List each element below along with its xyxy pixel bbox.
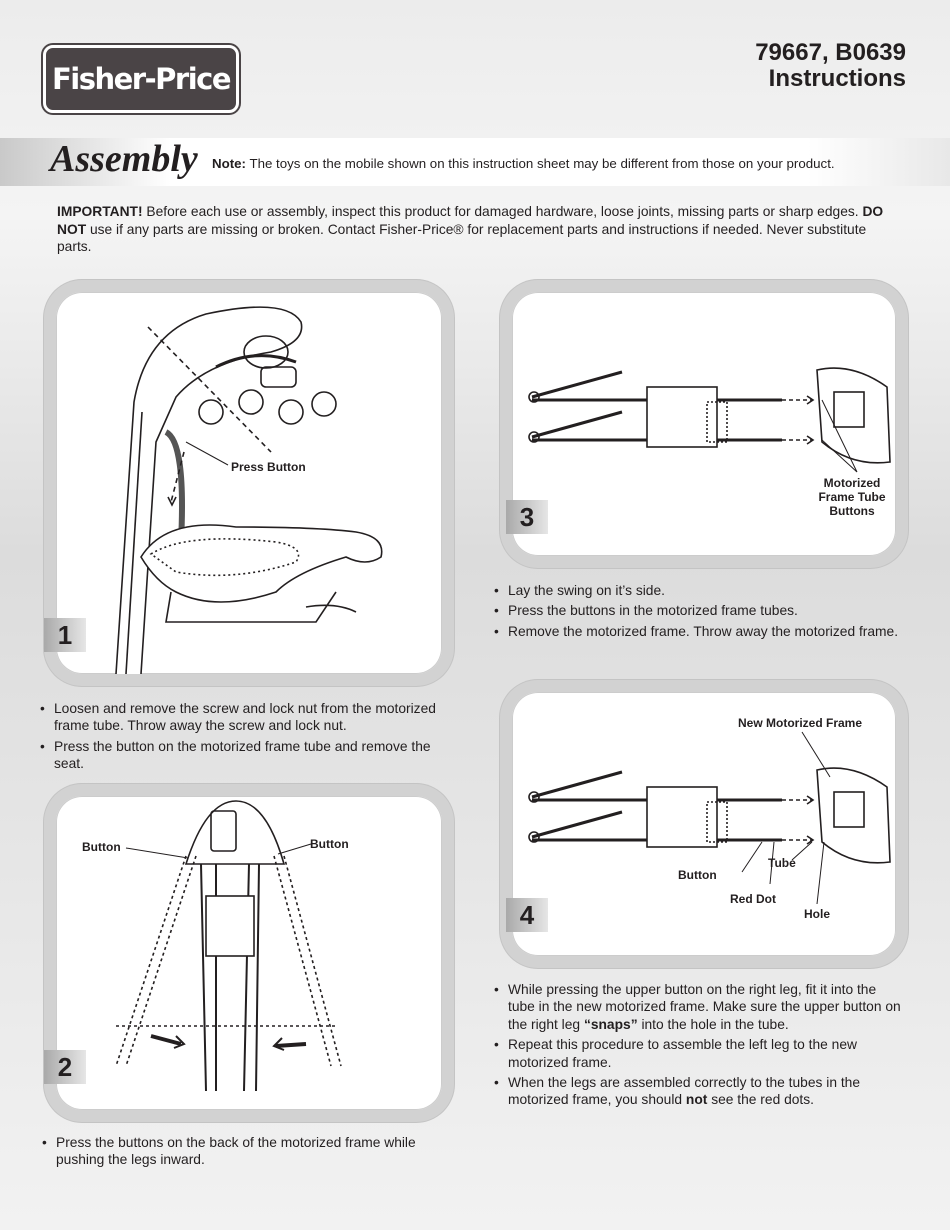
- step-1-instructions: [40, 700, 450, 776]
- brand-name: Fisher-Price: [51, 62, 231, 96]
- new-frame-label: New Motorized Frame: [738, 716, 863, 730]
- note-label: Note:: [212, 156, 246, 171]
- step-4-instructions: [494, 981, 906, 1112]
- step-1-bullet-2: • Press the button on the motorized frame tube and remove the seat.: [40, 738, 450, 773]
- step-3-number: 3: [506, 500, 548, 534]
- note: [212, 156, 835, 171]
- document-title: Instructions: [768, 65, 906, 92]
- step-1-number: 1: [44, 618, 86, 652]
- step-2-panel: [56, 796, 442, 1110]
- hole-label: Hole: [804, 907, 831, 921]
- step-4-bullet-2: • Repeat this procedure to assemble the left leg to the new motorized frame.: [494, 1036, 906, 1071]
- brand-logo: [43, 45, 239, 113]
- do-not-label: DO NOT: [57, 204, 884, 237]
- step-3-bullet-3: • Remove the motorized frame. Throw away the motorized frame.: [494, 623, 904, 640]
- step-2-number: 2: [44, 1050, 86, 1084]
- tube-label: Tube: [768, 856, 796, 870]
- step-1-bullet-1: • Loosen and remove the screw and lock nut from the motorized frame tube. Throw away the screw and lock nut.: [40, 700, 450, 735]
- step-4-number: 4: [506, 898, 548, 932]
- step-2-bullet-1: • Press the buttons on the back of the motorized frame while pushing the legs inward.: [42, 1134, 452, 1169]
- section-title: Assembly: [50, 138, 198, 180]
- step-1-panel: [56, 292, 442, 674]
- step-2-instructions: [42, 1134, 452, 1172]
- step-3-bullet-2: • Press the buttons in the motorized frame tubes.: [494, 602, 904, 619]
- important-text-1: Before each use or assembly, inspect this product for damaged hardware, loose joints, missing parts or sharp edges.: [146, 204, 859, 219]
- motorized-buttons-label: Motorized Frame Tube Buttons: [818, 476, 886, 518]
- document-header: [755, 40, 906, 92]
- button-right-label: Button: [310, 837, 349, 851]
- model-number: 79667, B0639: [755, 39, 906, 66]
- red-dot-label: Red Dot: [730, 892, 776, 906]
- important-label: IMPORTANT!: [57, 204, 143, 219]
- button-left-label: Button: [82, 840, 121, 854]
- step-3-panel: [512, 292, 896, 556]
- step-3-instructions: [494, 582, 904, 643]
- step-4-bullet-3: • When the legs are assembled correctly to the tubes in the motorized frame, you should not see the red dots.: [494, 1074, 906, 1109]
- important-warning: [57, 203, 897, 256]
- step-3-bullet-1: • Lay the swing on it’s side.: [494, 582, 904, 599]
- step-4-bullet-1: • While pressing the upper button on the right leg, fit it into the tube in the new motorized frame. Make sure the upper button on the right leg “snaps” into the hole in the tube.: [494, 981, 906, 1033]
- note-text: The toys on the mobile shown on this instruction sheet may be different from those on your product.: [249, 156, 835, 171]
- step-4-panel: [512, 692, 896, 956]
- step-1-illustration: [56, 292, 442, 674]
- press-button-label: Press Button: [231, 460, 306, 474]
- important-text-2: use if any parts are missing or broken. Contact Fisher-Price® for replacement parts and instructions if needed. Never substitute parts.: [57, 221, 867, 254]
- step-4-illustration: [512, 692, 896, 956]
- button-label: Button: [678, 868, 717, 882]
